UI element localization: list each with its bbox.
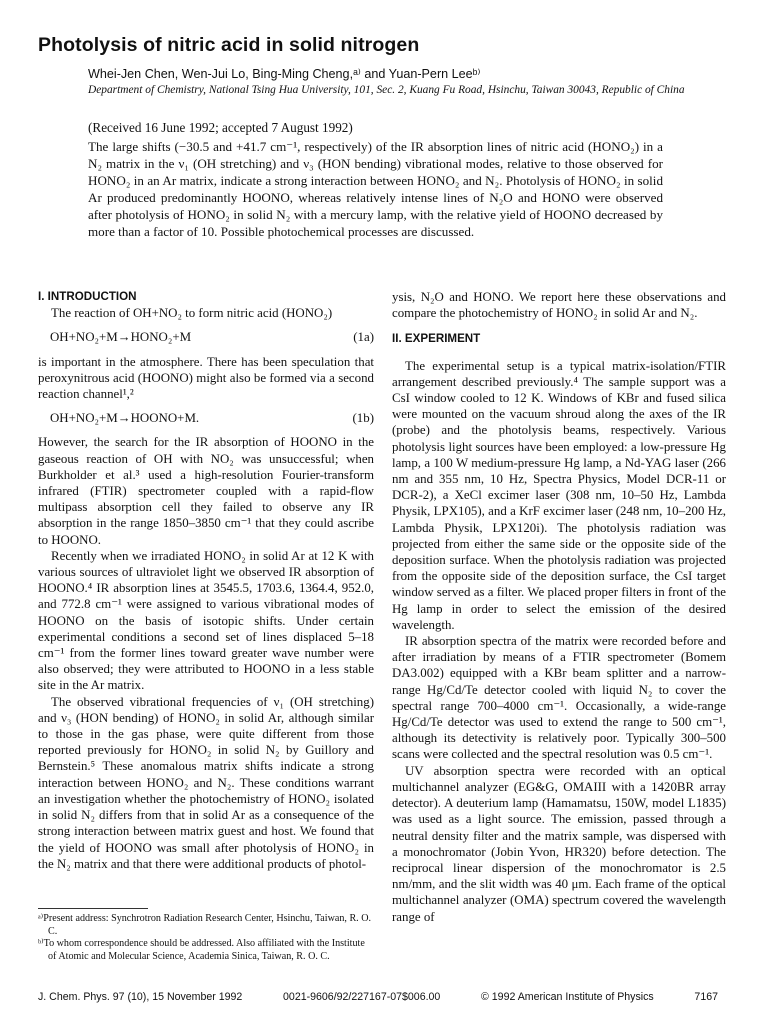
abstract-text: The large shifts (−30.5 and +41.7 cm⁻¹, respectively) of the IR absorption lines of nitric acid (HONO₂) in a N₂ matrix in the ν₁ (OH stretching) and ν₃ (HON bending) vibrational modes, relative to those observed for HONO₂ in an Ar matrix, indicate a strong interaction between HONO₂ and N₂. Photolysis of HONO₂ in solid Ar produced predominantly HOONO, whereas relatively intense lines of N₂O and HONO were observed after photolysis of HONO₂ in solid N₂ with a mercury lamp, with the relative yield of HOONO decreased by more than a factor of 10. Possible photochemical processes are discussed. — [88, 139, 663, 239]
equation-expression: OH+NO₂+M→HONO₂+M — [50, 330, 192, 345]
section-heading-experiment: II. EXPERIMENT — [392, 332, 481, 346]
paragraph: The observed vibrational frequencies of ν₁ (OH stretching) and ν₃ (HON bending) of HONO₂ in solid Ar, although similar to those in the gas phase, were quite different from those reported previously for HONO₂ in solid N₂ by Guillory and Bernstein.⁵ These anomalous matrix shifts indicate a strong interaction between HONO₂ and N₂. These conditions warrant an investigation whether the photochemistry of HONO₂ isolated in solid N₂ differs from that in solid Ar as a consequence of the strong interaction between matrix guest and host. We found that the yield of HOONO was small after photolysis of HONO₂ in the N₂ matrix and that there were additional products of photol- — [38, 694, 374, 871]
journal-citation: J. Chem. Phys. 97 (10), 15 November 1992 — [38, 991, 243, 1003]
abstract — [88, 138, 663, 240]
paragraph: UV absorption spectra were recorded with an optical multichannel analyzer (EG&G, OMAIII with a 1420BR array detector). A deuterium lamp (Hamamatsu, 150W, model L1835) was used as a light source. The emission, passed through a neutral density filter and the matrix sample, was dispersed with a monochromator (Jobin Yvon, HR320) before detection. The reciprocal linear dispersion of the monochromator is 2.5 nm/mm, and the slit width was 40 μm. Each frame of the optical multichannel analyzer (OMA) spectrum covered the wavelength range of — [392, 763, 726, 924]
paragraph: The reaction of OH+NO₂ to form nitric acid (HONO₂) — [51, 306, 333, 321]
paragraph: IR absorption spectra of the matrix were recorded before and after irradiation by means of a FTIR spectrometer (Bomem DA3.002) equipped with a KBr beam splitter and a narrow-range Hg/Cd/Te detector cooled with liquid N₂ to cover the spectral range 700–4000 cm⁻¹. Occasionally, a wide-range Hg/Cd/Te detector was used to extend the range to 500 cm⁻¹, although its detectivity is relatively poor. Typically 300–500 scans were collected and the spectral resolution was 0.5 cm⁻¹. — [392, 634, 726, 762]
left-column — [38, 289, 374, 872]
paragraph: Recently when we irradiated HONO₂ in solid Ar at 12 K with various sources of ultraviolet light we observed IR absorption of HOONO.⁴ IR absorption lines at 3545.5, 1703.6, 1364.4, 952.0, and 772.8 cm⁻¹ were assigned to various vibrational modes of HOONO on the basis of isotopic shifts. Under certain experimental conditions a second set of lines displaced 5–18 cm⁻¹ from the former lines toward greater wave number were also observed; they were attributed to HOONO in a less stable site in the Ar matrix. — [38, 548, 374, 693]
section-spacer — [392, 321, 726, 331]
paragraph: The experimental setup is a typical matrix-isolation/FTIR arrangement described previously.⁴ The sample support was a CsI window cooled to 12 K. Windows of KBr and fused silica were mounted on the vacuum shroud along the axes of the IR (probe) and the photolysis beams, respectively. Various photolysis light sources have been employed: a low-pressure Hg lamp, a 100 W medium-pressure Hg lamp, a Nd-YAG laser (266 nm and 355 nm, 10 Hz, Spectra Physics, Model DCR-11 or DCR-2), a XeCl excimer laser (308 nm, 10–50 Hz, Lambda Physik, LPX105), and a KrF excimer laser (248 nm, 10–200 Hz, Lambda Physik, LPX120i). The photolysis radiation was projected from either the same side or the opposite side of the deposition surface. When the photolysis radiation was projected from the opposite side of the deposition surface, the CsI target window served as a filter. We placed proper filters in front of the Hg lamp in order to select the emission of the desired wavelength. — [392, 358, 726, 632]
equation-1b — [38, 410, 374, 426]
equation-1a — [38, 329, 374, 345]
equation-expression: OH+NO₂+M→HOONO+M. — [50, 411, 200, 426]
footnote-a: ᵃ⁾Present address: Synchrotron Radiation Research Center, Hsinchu, Taiwan, R. O. C. — [38, 913, 372, 937]
equation-label: (1b) — [352, 411, 374, 426]
copyright: © 1992 American Institute of Physics — [481, 991, 654, 1003]
page-number: 7167 — [694, 991, 718, 1003]
footnote-rule — [38, 908, 148, 909]
author-list: Whei-Jen Chen, Wen-Jui Lo, Bing-Ming Cheng,ᵃ⁾ and Yuan-Pern Leeᵇ⁾ — [88, 67, 481, 81]
paragraph: ysis, N₂O and HONO. We report here these observations and compare the photochemistry of HONO₂ in solid Ar and N₂. — [392, 290, 726, 321]
right-column — [392, 289, 726, 925]
section-spacer — [392, 348, 726, 358]
paragraph: is important in the atmosphere. There has been speculation that peroxynitrous acid (HOONO) might also be formed via a second reaction channel¹,² — [38, 354, 374, 402]
paper-title: Photolysis of nitric acid in solid nitrogen — [38, 34, 420, 56]
paragraph: However, the search for the IR absorption of HOONO in the gaseous reaction of OH with NO₂ was unsuccessful; when Burkholder et al.³ used a high-resolution Fourier-transform infrared (FTIR) spectrometer coupled with a rapid-flow multipass absorption cell they failed to observe any IR absorption in the range 1850–3850 cm⁻¹ that they could ascribe to HOONO. — [38, 435, 374, 547]
footnote-b: ᵇ⁾To whom correspondence should be addressed. Also affiliated with the Institute of Atomic and Molecular Science, Academia Sinica, Taiwan, R. O. C. — [38, 938, 365, 962]
equation-label: (1a) — [353, 330, 374, 345]
affiliation: Department of Chemistry, National Tsing Hua University, 101, Sec. 2, Kuang Fu Road, Hsinchu, Taiwan 30043, Republic of China — [88, 84, 685, 96]
received-date: (Received 16 June 1992; accepted 7 August 1992) — [88, 120, 353, 135]
footnotes — [38, 908, 374, 963]
page-footer — [38, 991, 718, 1003]
article-code: 0021-9606/92/227167-07$006.00 — [283, 991, 441, 1003]
section-heading-introduction: I. INTRODUCTION — [38, 290, 137, 303]
